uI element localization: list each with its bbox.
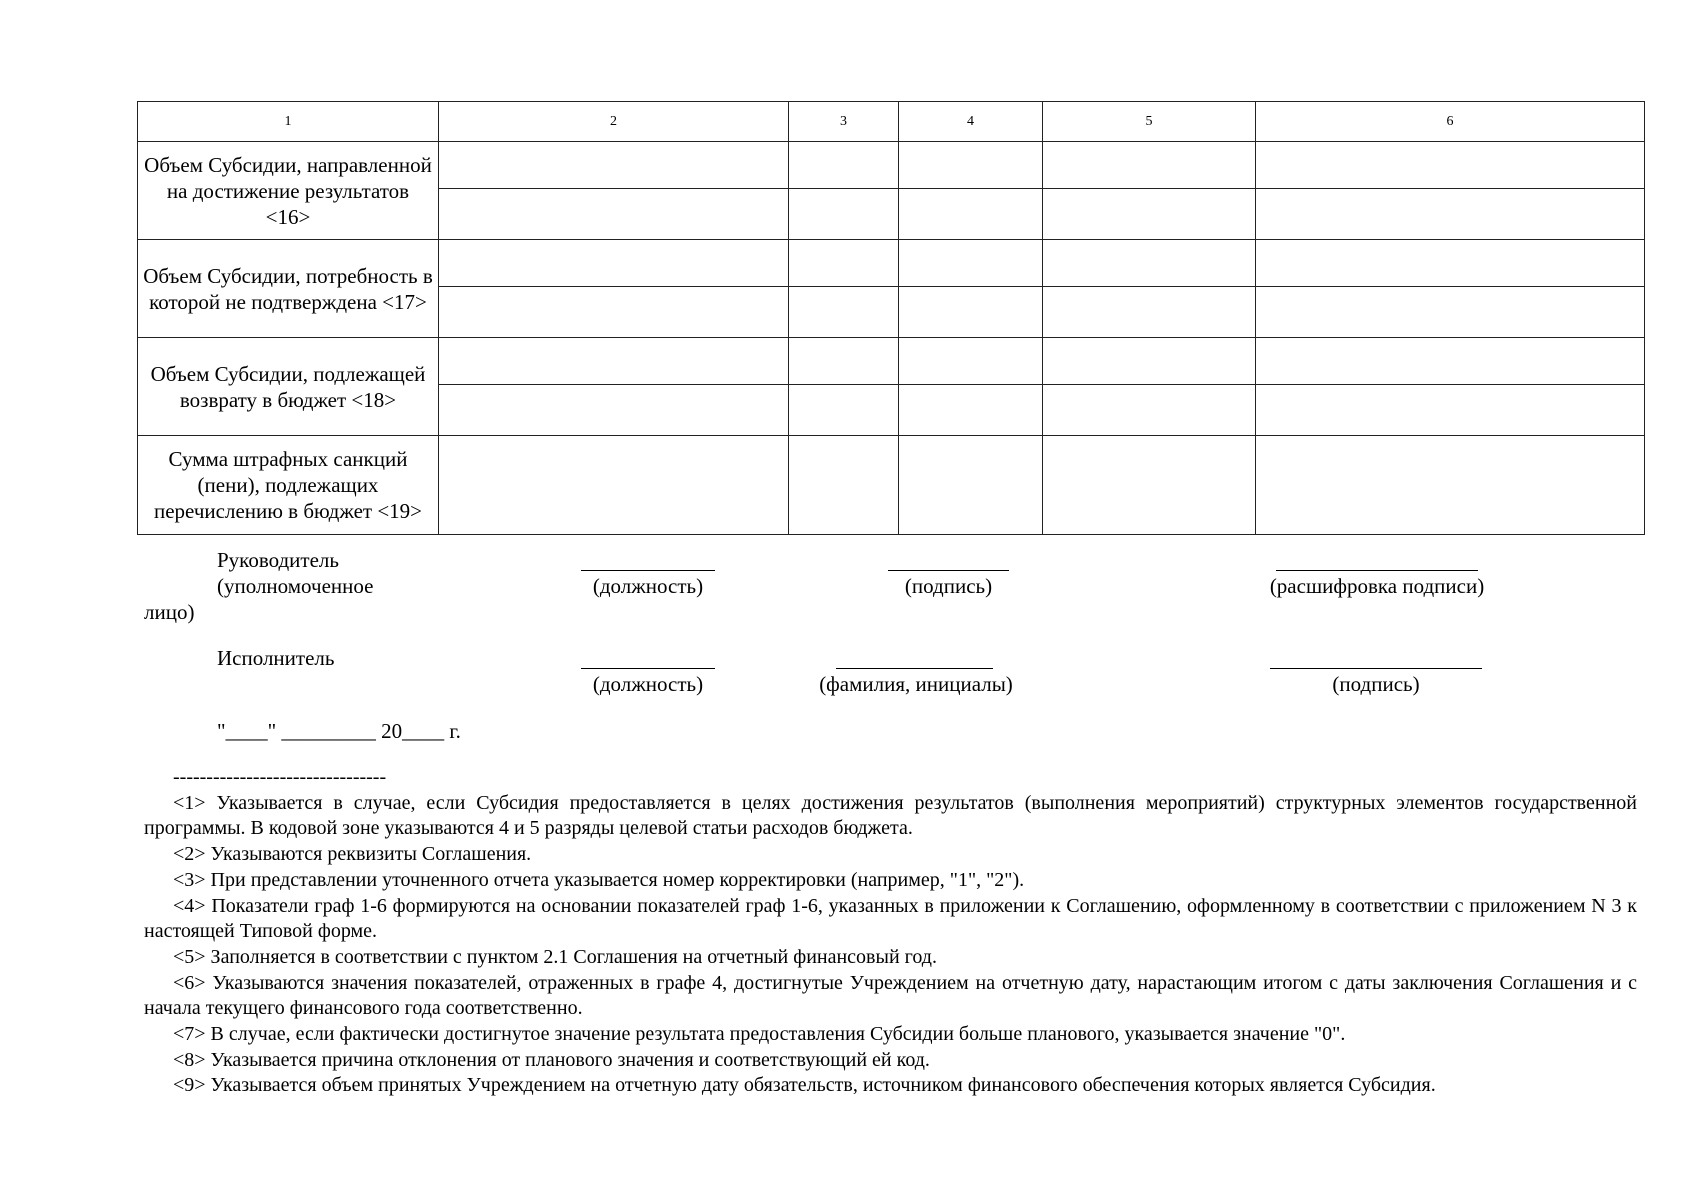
head-title-line1: Руководитель <box>217 548 339 572</box>
column-number-row <box>138 102 1645 142</box>
table-row <box>138 338 1645 385</box>
table-cell <box>1256 436 1645 535</box>
table-cell <box>899 189 1043 240</box>
table-cell <box>899 287 1043 338</box>
table-row <box>138 436 1645 535</box>
footnote-item: <1> Указывается в случае, если Субсидия предоставляется в целях достижения результатов (выполнения мероприятий) структурных элементов государственной программы. В кодовой зоне указываются 4 и 5 разряды целевой статьи расходов бюджета. <box>144 791 1637 840</box>
exec-position-line <box>581 668 715 669</box>
table-cell <box>789 436 899 535</box>
footnote-item: <2> Указываются реквизиты Соглашения. <box>173 843 532 866</box>
table-cell <box>789 287 899 338</box>
row-label: Объем Субсидии, направленной на достижение результатов <16> <box>138 142 439 240</box>
table-cell <box>439 385 789 436</box>
table-cell <box>789 338 899 385</box>
table-cell <box>1043 385 1256 436</box>
exec-signature-line <box>1270 668 1482 669</box>
table-row <box>138 142 1645 189</box>
exec-name-caption: (фамилия, инициалы) <box>819 672 1013 696</box>
table-cell <box>789 240 899 287</box>
table-cell <box>439 240 789 287</box>
exec-name-line <box>836 668 993 669</box>
table-row <box>138 240 1645 287</box>
table-cell <box>1043 436 1256 535</box>
column-number: 2 <box>439 102 789 142</box>
table-cell <box>1256 385 1645 436</box>
footnote-item: <6> Указываются значения показателей, отраженных в графе 4, достигнутые Учреждением на отчетную дату, нарастающим итогом с даты заключения Соглашения и с начала текущего финансового года соответственно. <box>144 971 1637 1020</box>
column-number: 3 <box>789 102 899 142</box>
date-line: "____" _________ 20____ г. <box>217 719 461 743</box>
table-cell <box>439 189 789 240</box>
head-title-line3: лицо) <box>144 600 195 624</box>
table-cell <box>899 338 1043 385</box>
head-title-line2: (уполномоченное <box>217 574 374 598</box>
head-decoding-line <box>1276 570 1478 571</box>
table-cell <box>1043 287 1256 338</box>
head-position-caption: (должность) <box>592 574 704 598</box>
table-cell <box>899 385 1043 436</box>
table-cell <box>439 287 789 338</box>
footnote-item: <8> Указывается причина отклонения от планового значения и соответствующий ей код. <box>173 1048 930 1071</box>
footnote-item: <4> Показатели граф 1-6 формируются на основании показателей граф 1-6, указанных в приложении к Соглашению, оформленному в соответствии с приложением N 3 к настоящей Типовой форме. <box>144 894 1637 943</box>
footnote-item: <9> Указывается объем принятых Учреждением на отчетную дату обязательств, источником финансового обеспечения которых является Субсидия. <box>173 1074 1436 1097</box>
table-cell <box>789 142 899 189</box>
table-cell <box>1256 189 1645 240</box>
head-position-line <box>581 570 715 571</box>
table-cell <box>439 338 789 385</box>
footnote-separator: -------------------------------- <box>173 766 387 788</box>
table-cell <box>789 385 899 436</box>
exec-position-caption: (должность) <box>592 672 704 696</box>
row-label: Сумма штрафных санкций (пени), подлежащих перечислению в бюджет <19> <box>138 436 439 535</box>
footnote-item: <7> В случае, если фактически достигнутое значение результата предоставления Субсидии больше планового, указывается значение "0". <box>173 1023 1346 1046</box>
table-cell <box>899 436 1043 535</box>
head-decoding-caption: (расшифровка подписи) <box>1269 574 1485 598</box>
head-signature-caption: (подпись) <box>904 574 993 598</box>
table-cell <box>1043 338 1256 385</box>
table-cell <box>1256 338 1645 385</box>
footnotes <box>144 765 1637 1099</box>
head-signature-line <box>888 570 1009 571</box>
table-cell <box>1256 240 1645 287</box>
table-cell <box>1043 142 1256 189</box>
table-cell <box>439 436 789 535</box>
column-number: 5 <box>1043 102 1256 142</box>
report-table <box>137 101 1645 535</box>
column-number: 1 <box>138 102 439 142</box>
table-cell <box>439 142 789 189</box>
footnote-item: <3> При представлении уточненного отчета указывается номер корректировки (например, "1", "2"). <box>173 868 1025 891</box>
row-label: Объем Субсидии, потребность в которой не подтверждена <17> <box>138 240 439 338</box>
table-cell <box>1256 142 1645 189</box>
column-number: 6 <box>1256 102 1645 142</box>
table-cell <box>1256 287 1645 338</box>
column-number: 4 <box>899 102 1043 142</box>
table-cell <box>789 189 899 240</box>
executor-title: Исполнитель <box>217 646 335 670</box>
footnote-item: <5> Заполняется в соответствии с пунктом 2.1 Соглашения на отчетный финансовый год. <box>173 945 937 968</box>
table-cell <box>899 240 1043 287</box>
table-cell <box>1043 189 1256 240</box>
table-cell <box>899 142 1043 189</box>
table-cell <box>1043 240 1256 287</box>
row-label: Объем Субсидии, подлежащей возврату в бюджет <18> <box>138 338 439 436</box>
exec-signature-caption: (подпись) <box>1332 672 1420 696</box>
